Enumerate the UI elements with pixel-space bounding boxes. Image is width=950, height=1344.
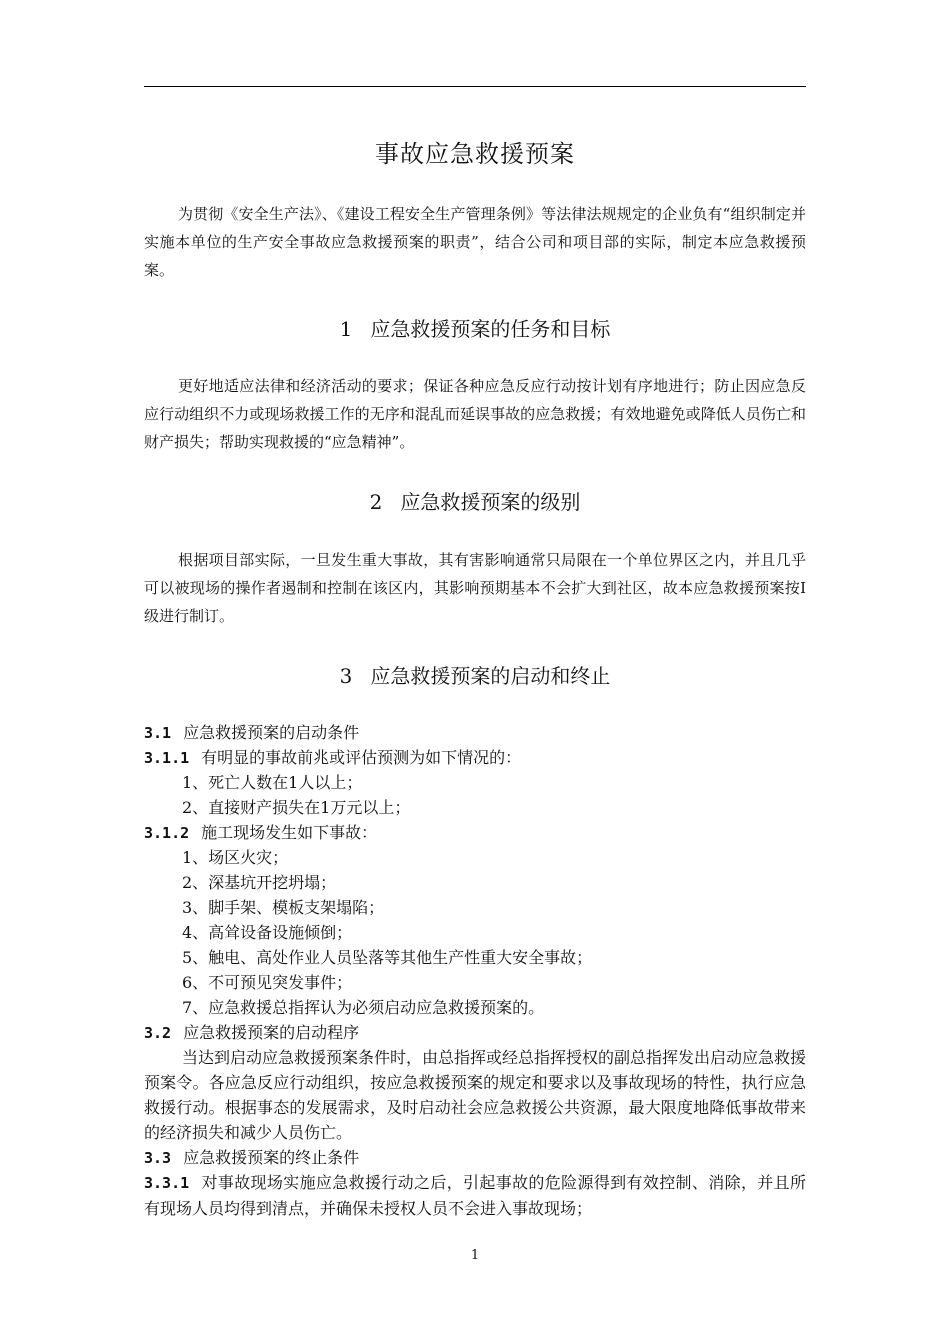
section-number: 2: [369, 490, 383, 514]
header-rule: [144, 86, 806, 87]
list-item: 2、直接财产损失在1万元以上；: [182, 798, 411, 817]
subsection-number: 3.1: [144, 724, 172, 742]
section-title: 应急救援预案的级别: [400, 490, 581, 514]
list-item: 1、死亡人数在1人以上；: [182, 773, 363, 792]
section-2-heading: [0, 486, 950, 515]
subsection-3-1: [144, 720, 806, 745]
subsection-title: 有明显的事故前兆或评估预测为如下情况的：: [201, 748, 522, 767]
subsection-number: 3.1.1: [144, 749, 190, 767]
list-item: 1、场区火灾；: [182, 848, 289, 867]
section-number: 1: [339, 317, 353, 341]
subsection-3-3: [144, 1145, 806, 1170]
list-item: 6、不可预见突发事件；: [182, 973, 353, 992]
list-item: 2、深基坑开挖坍塌；: [182, 873, 337, 892]
list-item: 3、脚手架、模板支架塌陷；: [182, 898, 385, 917]
subsection-title: 应急救援预案的启动程序: [183, 1023, 360, 1042]
subsection-3-2-body: 当达到启动应急救援预案条件时，由总指挥或经总指挥授权的副总指挥发出启动应急救援预案令。各应急反应行动组织，按应急救援预案的规定和要求以及事故现场的特性，执行应急救援行动。根据事态的发展需求，及时启动社会应急救援公共资源，最大限度地降低事故带来的经济损失和减少人员伤亡。: [144, 1048, 807, 1142]
list-item: 4、高耸设备设施倾倒；: [182, 923, 353, 942]
subsection-number: 3.1.2: [144, 824, 190, 842]
section-title: 应急救援预案的启动和终止: [370, 664, 611, 688]
subsection-3-1-2: [144, 820, 806, 845]
subsection-3-1-1: [144, 745, 806, 770]
section-1-body: 更好地适应法律和经济活动的要求；保证各种应急反应行动按计划有序地进行；防止因应急反应行动组织不力或现场救援工作的无序和混乱而延误事故的应急救援；有效地避免或降低人员伤亡和财产损失；帮助实现救援的“应急精神”。: [144, 377, 806, 451]
subsection-title: 应急救援预案的终止条件: [183, 1148, 360, 1167]
document-title: 事故应急救援预案: [375, 140, 575, 168]
section-title: 应急救援预案的任务和目标: [370, 317, 611, 341]
section-2-body: 根据项目部实际，一旦发生重大事故，其有害影响通常只局限在一个单位界区之内，并且几乎可以被现场的操作者遏制和控制在该区内，其影响预期基本不会扩大到社区，故本应急救援预案按Ⅰ级进行制订。: [144, 551, 806, 625]
page-number: 1: [470, 1248, 480, 1263]
subsection-number: 3.3: [144, 1149, 172, 1167]
subsection-number: 3.2: [144, 1024, 172, 1042]
section-1-heading: [0, 313, 950, 342]
intro-paragraph: 为贯彻《安全生产法》、《建设工程安全生产管理条例》等法律法规规定的企业负有“组织制定并实施本单位的生产安全事故应急救援预案的职责”，结合公司和项目部的实际，制定本应急救援预案。: [144, 205, 806, 279]
subsection-3-3-1: [144, 1170, 806, 1221]
section-3-heading: [0, 660, 950, 689]
subsection-3-2: [144, 1020, 806, 1045]
section-number: 3: [339, 664, 353, 688]
subsection-title: 施工现场发生如下事故：: [201, 823, 378, 842]
subsection-title: 应急救援预案的启动条件: [183, 723, 360, 742]
list-item: 5、触电、高处作业人员坠落等其他生产性重大安全事故；: [182, 948, 593, 967]
subsection-text: 对事故现场实施应急救援行动之后，引起事故的危险源得到有效控制、消除，并且所有现场人员均得到清点，并确保未授权人员不会进入事故现场；: [144, 1173, 806, 1218]
section-3-content: [144, 720, 806, 1221]
subsection-number: 3.3.1: [144, 1174, 190, 1192]
list-item: 7、应急救援总指挥认为必须启动应急救援预案的。: [182, 998, 545, 1017]
